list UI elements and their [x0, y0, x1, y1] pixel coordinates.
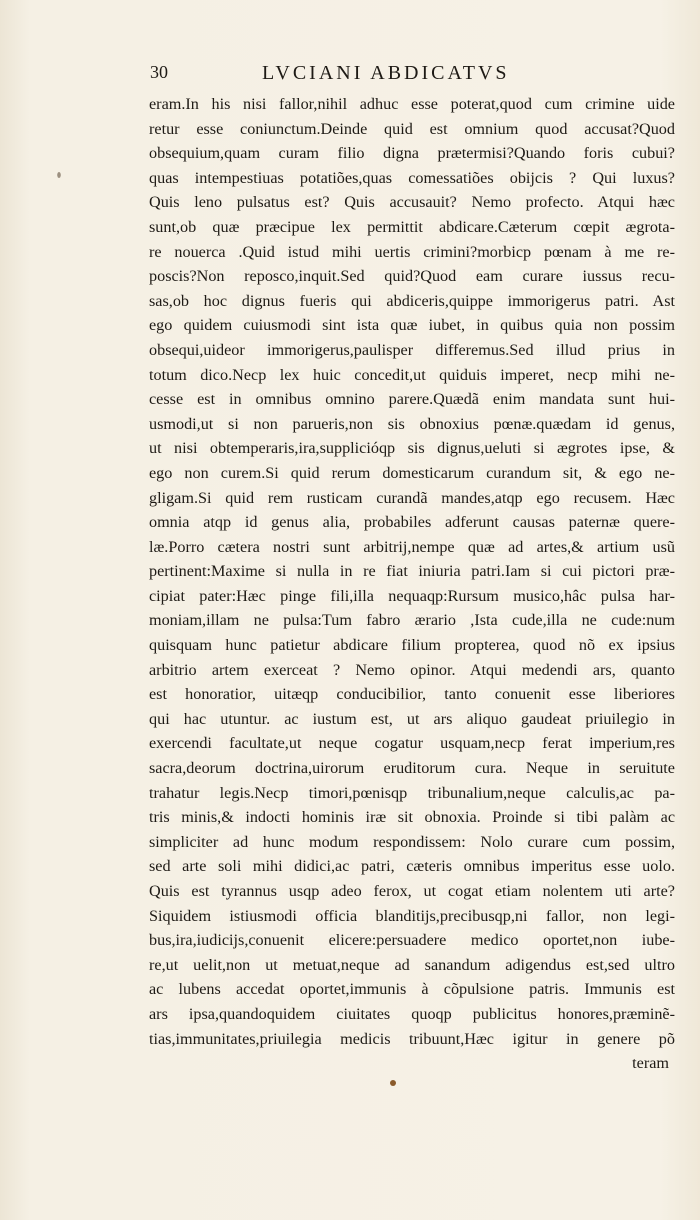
- text-line: re nouerca .Quid istud mihi uertis crimini?morbicp pœnam à me re-: [149, 242, 675, 261]
- text-line: tias,immunitates,priuilegia medicis tribuunt,Hæc igitur in genere põ: [149, 1029, 675, 1048]
- text-line: est honoratior, uitæqp conducibilior, tanto conuenit esse liberiores: [149, 685, 675, 704]
- text-line: quisquam hunc patietur abdicare filium propterea, quod nõ ex ipsius: [149, 636, 675, 655]
- text-line: usmodi,ut si non parueris,non sis obnoxius pœnæ.quædam id genus,: [149, 414, 675, 433]
- text-line: sas,ob hoc dignus fueris qui abdiceris,quippe immorigerus patri. Ast: [149, 291, 675, 310]
- text-line: læ.Porro cætera nostri sunt arbitrij,nempe quæ ad artes,& artium usũ: [149, 537, 675, 556]
- text-line: totum dico.Necp lex huic concedit,ut quiduis imperet, necp mihi ne-: [149, 365, 675, 384]
- text-line: trahatur legis.Necp timori,pœnisqp tribunalium,neque calculis,ac pa-: [149, 783, 675, 802]
- text-line: cesse est in omnibus omnino parere.Quædã enim mandata sunt hui-: [149, 390, 675, 409]
- text-line: omnia atqp id genus alia, probabiles adferunt causas paternæ quere-: [149, 513, 675, 532]
- text-line: sunt,ob quæ præcipue lex permittit abdicare.Cæterum cœpit ægrota-: [149, 217, 675, 236]
- text-line: exercendi facultate,ut neque cogatur usquam,necp ferat imperium,res: [149, 734, 675, 753]
- text-line: ego non curem.Si quid rerum domesticarum curandum sit, & ego ne-: [149, 463, 675, 482]
- text-line: re,ut uelit,non ut metuat,neque ad sanandum adigendus est,sed ultro: [149, 955, 675, 974]
- text-line: moniam,illam ne pulsa:Tum fabro ærario ,Ista cude,illa ne cude:num: [149, 611, 675, 630]
- text-line: sacra,deorum doctrina,uirorum eruditorum cura. Neque in seruitute: [149, 759, 675, 778]
- text-line: qui hac utuntur. ac iustum est, ut ars aliquo gaudeat priuilegio in: [149, 709, 675, 728]
- text-line: gligam.Si quid rem rusticam curandã mandes,atqp ego recusem. Hæc: [149, 488, 675, 507]
- text-line: Quis est tyrannus usqp adeo ferox, ut cogat etiam nolentem uti arte?: [149, 882, 675, 900]
- text-line: poscis?Non reposco,inquit.Sed quid?Quod eam curare iussus recu-: [149, 267, 675, 286]
- text-line: obsequium,quam curam filio digna prætermisi?Quando foris cubui?: [149, 144, 675, 163]
- margin-mark: [57, 172, 61, 178]
- text-line: bus,ira,iudicijs,conuenit elicere:persuadere medico oportet,non iube-: [149, 931, 675, 950]
- text-line: ut nisi obtemperaris,ira,supplicióqp sis dignus,ueluti si ægrotes ipse, &: [149, 439, 675, 458]
- body-text: [149, 92, 675, 1076]
- text-line: eram.In his nisi fallor,nihil adhuc esse poterat,quod cum crimine uide: [149, 95, 675, 113]
- text-line: ac lubens accedat oportet,immunis à cõpulsione patris. Immunis est: [149, 980, 675, 999]
- text-line: arbitrio artem exerceat ? Nemo opinor. Atqui medendi ars, quanto: [149, 660, 675, 679]
- text-line: retur esse coniunctum.Deinde quid est omnium quod accusat?Quod: [149, 119, 675, 138]
- text-line: ego quidem cuiusmodi sint ista quæ iubet, in quibus quia non possim: [149, 316, 675, 335]
- text-line: quas intempestiuas potatiões,quas comessatiões obijcis ? Qui luxus?: [149, 168, 675, 187]
- text-line: cipiat pater:Hæc pinge fili,illa nequaqp:Rursum musico,hâc pulsa har-: [149, 586, 675, 605]
- ink-spot: [390, 1080, 396, 1086]
- catchword: teram: [632, 1054, 669, 1073]
- text-line: pertinent:Maxime si nulla in re fiat iniuria patri.Iam si cui pictori præ-: [149, 562, 675, 581]
- text-line: tris minis,& indocti hominis iræ sit obnoxia. Proinde si tibi palàm ac: [149, 808, 675, 827]
- text-line: Quis leno pulsatus est? Quis accusauit? Nemo profecto. Atqui hæc: [149, 193, 675, 212]
- text-line: Siquidem istiusmodi officia blanditijs,precibusqp,ni fallor, non legi-: [149, 906, 675, 925]
- text-line: simpliciter ad hunc modum respondissem: Nolo curare cum possim,: [149, 832, 675, 851]
- running-header: [150, 62, 670, 88]
- running-title: LVCIANI ABDICATVS: [262, 62, 510, 84]
- text-line: sed arte soli mihi didici,ac patri, cæteris omnibus imperitus esse uolo.: [149, 857, 675, 876]
- text-line: obsequi,uideor immorigerus,paulisper differemus.Sed illud prius in: [149, 340, 675, 359]
- page-number: 30: [150, 62, 168, 82]
- text-line: ars ipsa,quandoquidem ciuitates quoqp publicitus honores,præminẽ-: [149, 1004, 675, 1023]
